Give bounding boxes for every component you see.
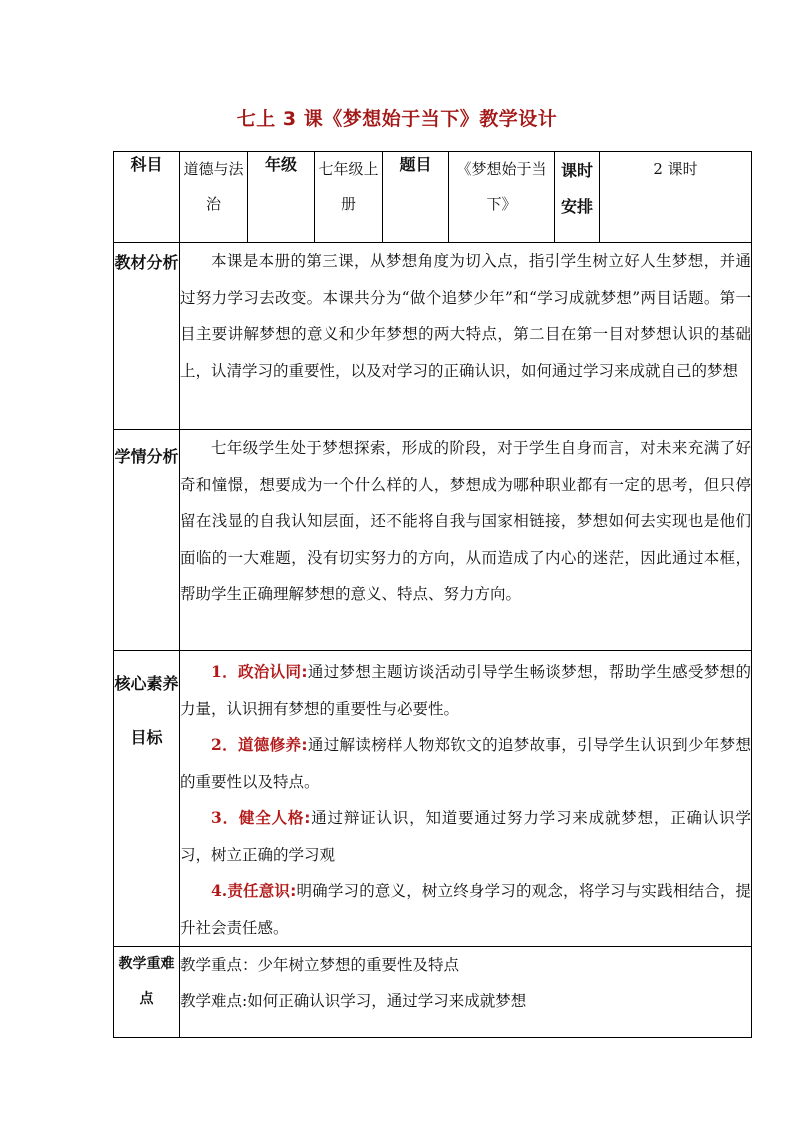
students-label: 学情分析 [114,430,180,651]
grade-label: 年级 [248,152,315,243]
page-title: 七上 3 课《梦想始于当下》教学设计 [236,108,558,130]
objective-text: 通过解读榜样人物郑钦文的追梦故事，引导学生认识到少年梦想的重要性以及特点。 [180,736,751,791]
keypoints-row [114,947,752,1038]
subject-value: 道德与法治 [180,152,248,243]
students-row [114,430,752,651]
keypoints-content [180,947,752,1038]
difficult-point: 教学难点:如何正确认识学习，通过学习来成就梦想 [180,992,527,1010]
textbook-text: 本课是本册的第三课，从梦想角度为切入点，指引学生树立好人生梦想，并通过努力学习去改变。本课共分为“做个追梦少年”和“学习成就梦想”两目话题。第一目主要讲解梦想的意义和少年梦想的两大特点，第二目在第一目对梦想认识的基础上，认清学习的重要性，以及对学习的正确认识，如何通过学习来成就自己的梦想 [180,252,751,380]
meta-row [114,152,752,243]
lesson-design-table [113,151,752,1038]
students-text: 七年级学生处于梦想探索，形成的阶段，对于学生自身而言，对未来充满了好奇和憧憬，想要成为一个什么样的人，梦想成为哪种职业都有一定的思考，但只停留在浅显的自我认知层面，还不能将自我与国家相链接，梦想如何去实现也是他们面临的一大难题，没有切实努力的方向，从而造成了内心的迷茫，因此通过本框，帮助学生正确理解梦想的意义、特点、努力方向。 [180,439,751,603]
textbook-row [114,243,752,430]
objective-keyword: 道德修养: [237,736,308,754]
objective-item [180,800,751,873]
schedule-label: 课时安排 [555,152,600,243]
objective-text: 明确学习的意义，树立终身学习的观念，将学习与实践相结合，提升社会责任感。 [180,882,751,937]
textbook-label: 教材分析 [114,243,180,430]
objective-text: 通过辩证认识，知道要通过努力学习来成就梦想，正确认识学习，树立正确的学习观 [180,809,751,864]
objective-keyword: 健全人格: [238,809,311,827]
topic-value: 《梦想始于当下》 [449,152,555,243]
grade-value: 七年级上册 [315,152,383,243]
objective-keyword: 政治认同: [237,663,308,681]
objective-text: 通过梦想主题访谈活动引导学生畅谈梦想，帮助学生感受梦想的力量，认识拥有梦想的重要性与必要性。 [180,663,751,718]
subject-label: 科目 [114,152,180,243]
objectives-label: 核心素养目标 [114,651,180,947]
objectives-content [180,651,752,947]
objective-number: 3． [211,808,239,827]
objective-number: 4. [211,881,228,900]
objective-item [180,727,751,800]
textbook-analysis [180,243,752,430]
objectives-row [114,651,752,947]
objective-number: 1． [211,662,238,681]
key-point: 教学重点：少年树立梦想的重要性及特点 [180,956,460,974]
objective-item [180,654,751,727]
topic-label: 题目 [383,152,449,243]
objective-item [180,873,751,946]
objective-number: 2． [211,735,238,754]
schedule-value: 2 课时 [600,152,752,243]
objective-keyword: 责任意识: [227,882,297,900]
students-analysis [180,430,752,651]
keypoints-label: 教学重难点 [114,947,180,1038]
